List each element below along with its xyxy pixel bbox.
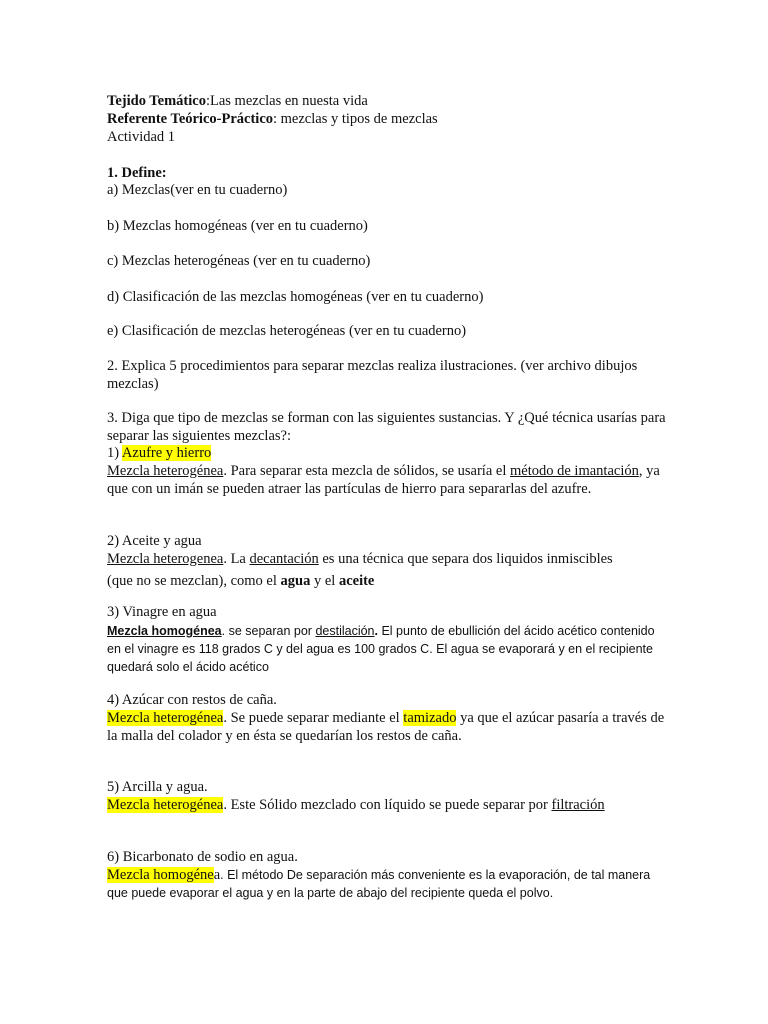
- item2-agua: agua: [280, 573, 311, 589]
- q1-item-a: a) Mezclas(ver en tu cuaderno): [107, 182, 288, 198]
- tejido-label: Tejido Temático: [107, 93, 206, 109]
- item5-answer: [107, 796, 667, 814]
- item5-title: 5) Arcilla y agua.: [107, 779, 208, 795]
- item5-text1: . Este Sólido mezclado con líquido se puede separar por: [223, 797, 552, 813]
- item4-text1: . Se puede separar mediante el: [223, 710, 404, 726]
- q1-title-text: 1. Define:: [107, 165, 167, 181]
- item2-text3: (que no se mezclan), como el: [107, 573, 281, 589]
- item6-type: Mezcla homogéne: [107, 867, 214, 883]
- item3-dot: .: [374, 624, 378, 638]
- actividad-line: Actividad 1: [107, 129, 176, 145]
- item1-title-line: [107, 444, 667, 462]
- q1-item-e: e) Clasificación de mezclas heterogéneas (ver en tu cuaderno): [107, 323, 467, 339]
- item1-method: método de imantación: [510, 463, 639, 479]
- tejido-value: :Las mezclas en nuesta vida: [205, 93, 368, 109]
- referente-value: : mezclas y tipos de mezclas: [273, 111, 438, 127]
- q1-item-d: d) Clasificación de las mezclas homogéneas (ver en tu cuaderno): [107, 289, 484, 305]
- item3-type: Mezcla homogénea: [107, 624, 222, 638]
- item2-answer-line2: [107, 572, 667, 590]
- item2-text2: es una técnica que separa dos liquidos inmiscibles: [318, 551, 613, 567]
- item4-answer: [107, 709, 667, 745]
- tejido-line: [107, 92, 667, 110]
- item3-title: 3) Vinagre en agua: [107, 604, 217, 620]
- item3-text2: El punto de ebullición del ácido acético contenido en el vinagre es 118 grados C y del agua es 100 grados C. El agua se evaporará y en el recipiente quedará solo el ácido acético: [107, 624, 655, 674]
- item4-text2: ya que el azúcar pasaría a través de la malla del colador y en ésta se quedarían los restos de caña.: [107, 710, 665, 744]
- item3-method: destilación: [315, 624, 375, 638]
- item1-text1: . Para separar esta mezcla de sólidos, se usaría el: [223, 463, 510, 479]
- q3-intro: 3. Diga que tipo de mezclas se forman con las siguientes sustancias. Y ¿Qué técnica usarías para separar las siguientes mezclas?:: [107, 410, 666, 444]
- item6-type-end: a: [213, 867, 221, 883]
- item4-title: 4) Azúcar con restos de caña.: [107, 692, 277, 708]
- item4-method: tamizado: [403, 710, 457, 726]
- item5-type: Mezcla heterogénea: [107, 797, 224, 813]
- item2-type: Mezcla heterogenea: [107, 551, 224, 567]
- item2-answer-line1: [107, 550, 667, 568]
- q1-item-c: c) Mezclas heterogéneas (ver en tu cuaderno): [107, 253, 371, 269]
- item1-title: Azufre y hierro: [121, 445, 212, 461]
- item1-text2: , ya que con un imán se pueden atraer las partículas de hierro para separarlas del azufre.: [107, 463, 660, 497]
- item5-method: filtración: [551, 797, 605, 813]
- item4-type: Mezcla heterogénea: [107, 710, 224, 726]
- q1-title: [107, 164, 667, 182]
- item3-answer: [107, 622, 663, 676]
- item2-y: y el: [310, 573, 339, 589]
- header-block: [107, 92, 667, 146]
- item2-method: decantación: [249, 551, 319, 567]
- item1-type: Mezcla heterogénea: [107, 463, 224, 479]
- item6-text1: . El método De separación más conveniente es la evaporación, de tal manera que puede evaporar el agua y en la parte de abajo del recipiente queda el polvo.: [107, 868, 651, 900]
- item2-text1: . La: [223, 551, 250, 567]
- item1-answer: [107, 462, 667, 498]
- referente-label: Referente Teórico-Práctico: [107, 111, 273, 127]
- item6-answer: [107, 866, 663, 902]
- item3-text1: . se separan por: [221, 624, 316, 638]
- q2-text: 2. Explica 5 procedimientos para separar mezclas realiza ilustraciones. (ver archivo dibujos mezclas): [107, 358, 638, 392]
- q1-item-b: b) Mezclas homogéneas (ver en tu cuaderno): [107, 218, 368, 234]
- item2-aceite: aceite: [338, 573, 375, 589]
- referente-line: [107, 110, 667, 128]
- item1-num: 1): [107, 445, 122, 461]
- item6-title: 6) Bicarbonato de sodio en agua.: [107, 849, 298, 865]
- item2-title: 2) Aceite y agua: [107, 533, 202, 549]
